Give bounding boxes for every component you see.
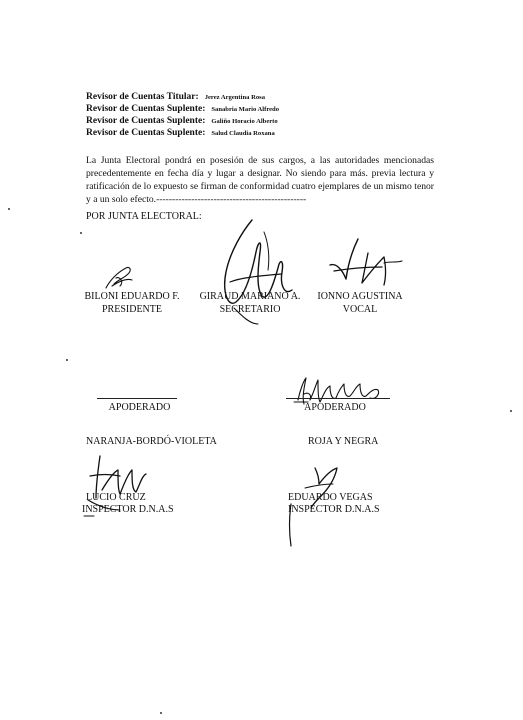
revisor-label: Revisor de Cuentas Suplente:	[86, 116, 206, 126]
board-role-presidente: PRESIDENTE	[102, 304, 162, 315]
revisor-line	[86, 101, 279, 113]
revisor-name: Sanabria Mario Alfredo	[211, 106, 280, 113]
inspector-title-cruz: INSPECTOR D.N.A.S	[82, 504, 174, 515]
apoderado-line-right	[286, 398, 390, 399]
revisor-line	[86, 125, 279, 137]
inspector-title-vegas: INSPECTOR D.N.A.S	[288, 504, 380, 515]
revisor-label: Revisor de Cuentas Suplente:	[86, 128, 206, 138]
apoderado-line-left	[97, 398, 177, 399]
revisor-name: Jerez Argentina Rosa	[204, 94, 265, 101]
revisor-line	[86, 89, 279, 101]
revisor-label: Revisor de Cuentas Titular:	[86, 92, 199, 102]
scan-speck	[8, 208, 10, 210]
list-name-roja: ROJA Y NEGRA	[308, 436, 379, 447]
junta-heading: POR JUNTA ELECTORAL:	[86, 211, 202, 222]
board-role-vocal: VOCAL	[342, 304, 378, 315]
inspector-name-cruz: LUCIO CRUZ	[86, 492, 146, 503]
board-name-giraud: GIRAUD MARIANO A.	[199, 291, 301, 302]
inspector-name-vegas: EDUARDO VEGAS	[288, 492, 373, 503]
apoderado-label-left: APODERADO	[108, 402, 171, 413]
signature-ionno	[322, 233, 407, 293]
board-name-biloni: BILONI EDUARDO F.	[84, 291, 180, 302]
closing-paragraph: La Junta Electoral pondrá en posesión de sus cargos, a las autoridades mencionadas precedentemente en fecha día y lugar a designar. No siendo para más. previa lectura y ratificación de lo expuesto se firman de conformidad cuatro ejemplares de un mismo tenor y a un solo efecto.-----------------------------------------------	[86, 155, 434, 205]
board-name-ionno: IONNO AGUSTINA	[317, 291, 403, 302]
board-role-secretario: SECRETARIO	[219, 304, 281, 315]
revisores-list	[86, 89, 279, 137]
scan-speck	[66, 359, 68, 361]
revisor-label: Revisor de Cuentas Suplente:	[86, 104, 206, 114]
revisor-line	[86, 113, 279, 125]
scan-speck	[510, 410, 512, 412]
list-name-naranja: NARANJA-BORDÓ-VIOLETA	[86, 436, 217, 447]
revisor-name: Salud Claudia Roxana	[211, 130, 275, 137]
apoderado-label-right: APODERADO	[304, 402, 366, 413]
scan-speck	[80, 232, 82, 234]
revisor-name: Galiño Horacio Alberto	[211, 118, 278, 125]
scan-speck	[160, 712, 162, 714]
